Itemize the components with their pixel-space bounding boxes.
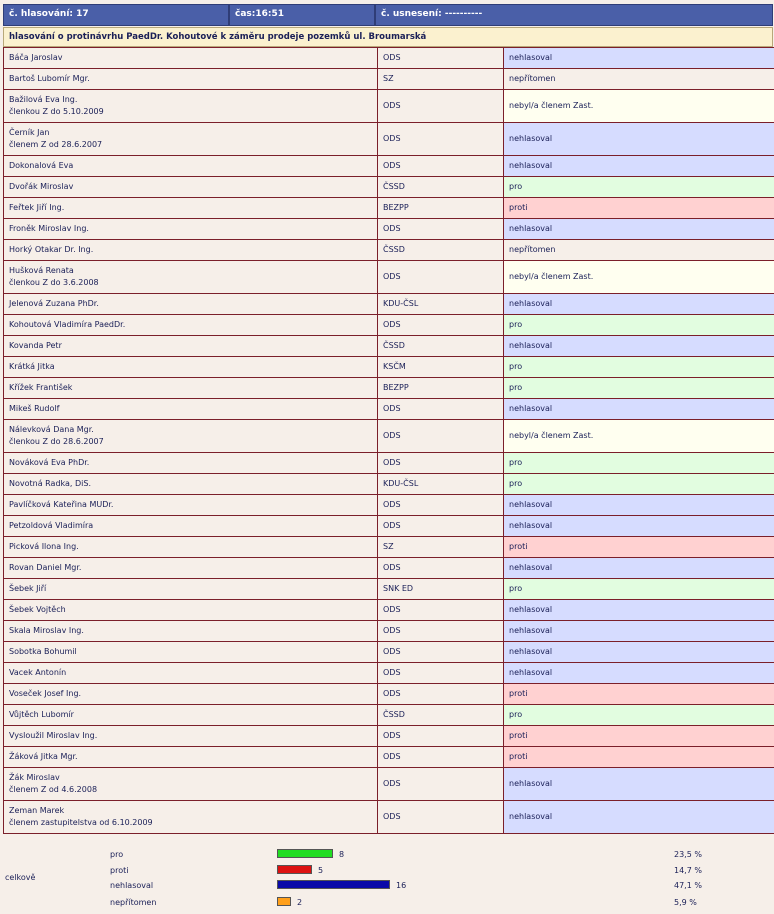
summary-item-label: pro — [110, 850, 124, 859]
member-party: BEZPP — [378, 198, 504, 219]
member-name-cell — [4, 768, 378, 801]
member-party: SZ — [378, 537, 504, 558]
member-name: Křížek František — [9, 383, 73, 392]
member-name-cell — [4, 123, 378, 156]
table-row — [4, 198, 774, 219]
member-name-cell — [4, 420, 378, 453]
table-row — [4, 294, 774, 315]
summary-item-label: nepřítomen — [110, 898, 157, 907]
member-name-cell — [4, 69, 378, 90]
member-name-cell — [4, 198, 378, 219]
member-party: ODS — [378, 219, 504, 240]
table-row — [4, 315, 774, 336]
member-party: ČSSD — [378, 336, 504, 357]
member-name-cell — [4, 336, 378, 357]
member-vote: nehlasoval — [504, 558, 774, 579]
table-row — [4, 399, 774, 420]
table-row — [4, 600, 774, 621]
member-name-cell — [4, 642, 378, 663]
member-name-cell — [4, 516, 378, 537]
member-name-cell — [4, 600, 378, 621]
member-name-cell — [4, 558, 378, 579]
member-name: Krátká Jitka — [9, 362, 55, 371]
summary-item-label: proti — [110, 866, 129, 875]
table-row — [4, 537, 774, 558]
member-name: Bartoš Lubomír Mgr. — [9, 74, 90, 83]
table-row — [4, 90, 774, 123]
member-name: Vacek Antonín — [9, 668, 67, 677]
member-party: ODS — [378, 801, 504, 834]
table-row — [4, 474, 774, 495]
table-row — [4, 336, 774, 357]
summary-row — [0, 880, 774, 894]
member-name-cell — [4, 453, 378, 474]
member-name: Picková Ilona Ing. — [9, 542, 79, 551]
member-name-cell — [4, 726, 378, 747]
member-vote: nepřítomen — [504, 69, 774, 90]
member-party: ODS — [378, 495, 504, 516]
member-name: Sobotka Bohumil — [9, 647, 77, 656]
member-name: Rovan Daniel Mgr. — [9, 563, 82, 572]
vote-time: čas:16:51 — [229, 4, 375, 26]
member-vote: proti — [504, 684, 774, 705]
table-row — [4, 621, 774, 642]
table-row — [4, 579, 774, 600]
member-party: ODS — [378, 642, 504, 663]
table-row — [4, 705, 774, 726]
member-name-cell — [4, 684, 378, 705]
member-party: ČSSD — [378, 240, 504, 261]
summary-percent: 23,5 % — [674, 850, 702, 859]
table-row — [4, 663, 774, 684]
member-name: Černík Jan — [9, 128, 50, 137]
member-name-cell — [4, 177, 378, 198]
member-vote: nehlasoval — [504, 663, 774, 684]
member-party: ODS — [378, 156, 504, 177]
member-name-cell — [4, 90, 378, 123]
member-name: Froněk Miroslav Ing. — [9, 224, 89, 233]
member-vote: nehlasoval — [504, 123, 774, 156]
member-name: Báča Jaroslav — [9, 53, 63, 62]
table-row — [4, 219, 774, 240]
summary-count: 8 — [339, 850, 345, 859]
member-party: ODS — [378, 399, 504, 420]
member-party: SNK ED — [378, 579, 504, 600]
table-row — [4, 177, 774, 198]
member-name-cell — [4, 495, 378, 516]
member-name-cell — [4, 261, 378, 294]
member-vote: nehlasoval — [504, 768, 774, 801]
member-name: Žáková Jitka Mgr. — [9, 752, 78, 761]
member-party: ODS — [378, 726, 504, 747]
table-row — [4, 156, 774, 177]
table-row — [4, 357, 774, 378]
member-party: ODS — [378, 663, 504, 684]
vote-title: hlasování o protinávrhu PaedDr. Kohoutové k záměru prodeje pozemků ul. Broumarská — [3, 27, 773, 47]
member-name-cell — [4, 621, 378, 642]
member-vote: proti — [504, 747, 774, 768]
member-vote: pro — [504, 378, 774, 399]
member-name-cell — [4, 357, 378, 378]
member-party: KDU-ČSL — [378, 294, 504, 315]
summary-row — [0, 897, 774, 911]
member-vote: nehlasoval — [504, 621, 774, 642]
summary-section — [0, 840, 774, 914]
member-note: členem zastupitelstva od 6.10.2009 — [9, 818, 153, 827]
member-name: Voseček Josef Ing. — [9, 689, 82, 698]
votes-table — [3, 47, 774, 834]
table-row — [4, 801, 774, 834]
member-party: ČSSD — [378, 705, 504, 726]
member-party: ODS — [378, 453, 504, 474]
member-party: ODS — [378, 516, 504, 537]
member-name-cell — [4, 537, 378, 558]
table-row — [4, 123, 774, 156]
member-party: ODS — [378, 558, 504, 579]
summary-count: 16 — [396, 881, 407, 890]
member-name: Vysloužil Miroslav Ing. — [9, 731, 98, 740]
member-party: KDU-ČSL — [378, 474, 504, 495]
member-note: členem Z od 4.6.2008 — [9, 785, 98, 794]
table-row — [4, 516, 774, 537]
member-name: Kohoutová Vladimíra PaedDr. — [9, 320, 126, 329]
member-name: Feřtek Jiří Ing. — [9, 203, 65, 212]
member-vote: proti — [504, 537, 774, 558]
member-name: Petzoldová Vladimíra — [9, 521, 94, 530]
member-party: ČSSD — [378, 177, 504, 198]
member-vote: pro — [504, 315, 774, 336]
table-row — [4, 48, 774, 69]
table-row — [4, 495, 774, 516]
member-vote: nehlasoval — [504, 399, 774, 420]
summary-row — [0, 865, 774, 879]
summary-bar — [277, 897, 291, 906]
header-bar — [3, 4, 773, 26]
table-row — [4, 684, 774, 705]
member-name: Nálevková Dana Mgr. — [9, 425, 94, 434]
member-vote: nehlasoval — [504, 48, 774, 69]
member-name-cell — [4, 156, 378, 177]
member-vote: nehlasoval — [504, 156, 774, 177]
member-name: Dvořák Miroslav — [9, 182, 74, 191]
member-vote: proti — [504, 198, 774, 219]
table-row — [4, 558, 774, 579]
member-name-cell — [4, 219, 378, 240]
member-party: BEZPP — [378, 378, 504, 399]
member-vote: pro — [504, 453, 774, 474]
member-name: Mikeš Rudolf — [9, 404, 60, 413]
member-party: KSČM — [378, 357, 504, 378]
member-note: členkou Z do 5.10.2009 — [9, 107, 104, 116]
member-name: Skala Miroslav Ing. — [9, 626, 84, 635]
member-name: Žák Miroslav — [9, 773, 60, 782]
member-party: SZ — [378, 69, 504, 90]
summary-percent: 5,9 % — [674, 898, 697, 907]
member-vote: nehlasoval — [504, 600, 774, 621]
member-party: ODS — [378, 621, 504, 642]
table-row — [4, 69, 774, 90]
member-vote: nepřítomen — [504, 240, 774, 261]
member-vote: proti — [504, 726, 774, 747]
member-party: ODS — [378, 600, 504, 621]
member-name-cell — [4, 240, 378, 261]
member-name-cell — [4, 399, 378, 420]
member-name: Hušková Renata — [9, 266, 74, 275]
summary-percent: 47,1 % — [674, 881, 702, 890]
member-name: Nováková Eva PhDr. — [9, 458, 90, 467]
member-name-cell — [4, 474, 378, 495]
member-party: ODS — [378, 48, 504, 69]
member-name-cell — [4, 294, 378, 315]
member-party: ODS — [378, 123, 504, 156]
member-note: členkou Z do 28.6.2007 — [9, 437, 104, 446]
member-name-cell — [4, 747, 378, 768]
vote-number: č. hlasování: 17 — [3, 4, 229, 26]
table-row — [4, 453, 774, 474]
member-vote: pro — [504, 357, 774, 378]
summary-item-label: nehlasoval — [110, 881, 154, 890]
summary-bar — [277, 849, 333, 858]
member-vote: nehlasoval — [504, 219, 774, 240]
member-name: Zeman Marek — [9, 806, 65, 815]
member-party: ODS — [378, 315, 504, 336]
member-vote: nehlasoval — [504, 336, 774, 357]
member-name: Dokonalová Eva — [9, 161, 74, 170]
member-name-cell — [4, 378, 378, 399]
member-name-cell — [4, 663, 378, 684]
member-name-cell — [4, 315, 378, 336]
member-name: Šebek Jiří — [9, 584, 47, 593]
member-name-cell — [4, 801, 378, 834]
member-vote: nebyl/a členem Zast. — [504, 261, 774, 294]
member-note: členem Z od 28.6.2007 — [9, 140, 103, 149]
member-vote: pro — [504, 579, 774, 600]
summary-count: 2 — [297, 898, 303, 907]
summary-label: celkově — [5, 873, 36, 882]
member-name: Vůjtěch Lubomír — [9, 710, 74, 719]
member-vote: nehlasoval — [504, 801, 774, 834]
member-name-cell — [4, 579, 378, 600]
member-vote: nehlasoval — [504, 495, 774, 516]
member-name: Horký Otakar Dr. Ing. — [9, 245, 94, 254]
table-row — [4, 261, 774, 294]
member-vote: nehlasoval — [504, 642, 774, 663]
table-row — [4, 768, 774, 801]
member-name-cell — [4, 48, 378, 69]
member-vote: pro — [504, 705, 774, 726]
table-row — [4, 420, 774, 453]
member-name: Šebek Vojtěch — [9, 605, 66, 614]
member-party: ODS — [378, 684, 504, 705]
table-row — [4, 240, 774, 261]
member-name: Kovanda Petr — [9, 341, 62, 350]
summary-bar — [277, 865, 312, 874]
member-party: ODS — [378, 747, 504, 768]
member-vote: pro — [504, 474, 774, 495]
member-vote: nebyl/a členem Zast. — [504, 420, 774, 453]
summary-row — [0, 849, 774, 863]
table-row — [4, 378, 774, 399]
summary-bar — [277, 880, 390, 889]
member-party: ODS — [378, 261, 504, 294]
resolution-number: č. usnesení: ---------- — [375, 4, 773, 26]
member-party: ODS — [378, 90, 504, 123]
member-vote: nehlasoval — [504, 516, 774, 537]
member-name: Pavlíčková Kateřina MUDr. — [9, 500, 114, 509]
table-row — [4, 642, 774, 663]
table-row — [4, 747, 774, 768]
member-name: Jelenová Zuzana PhDr. — [9, 299, 99, 308]
member-vote: nebyl/a členem Zast. — [504, 90, 774, 123]
member-party: ODS — [378, 768, 504, 801]
member-vote: nehlasoval — [504, 294, 774, 315]
member-name: Novotná Radka, DiS. — [9, 479, 92, 488]
summary-percent: 14,7 % — [674, 866, 702, 875]
member-name: Bažilová Eva Ing. — [9, 95, 78, 104]
member-party: ODS — [378, 420, 504, 453]
member-note: členkou Z do 3.6.2008 — [9, 278, 99, 287]
summary-count: 5 — [318, 866, 324, 875]
member-name-cell — [4, 705, 378, 726]
member-vote: pro — [504, 177, 774, 198]
table-row — [4, 726, 774, 747]
